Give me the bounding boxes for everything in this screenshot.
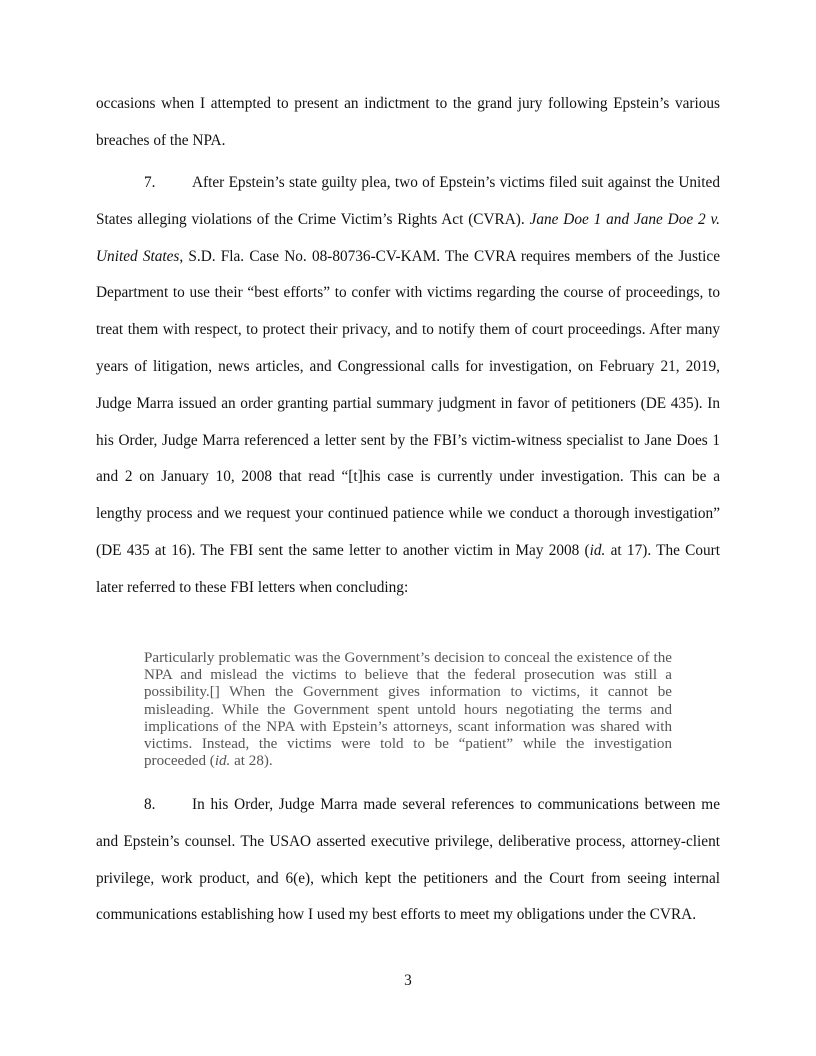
paragraph-7-id-cite: id. [589,541,606,559]
block-quote [144,650,672,770]
paragraph-7-text-3: at 17). The Court later referred to these FBI letters when concluding: [96,541,720,596]
block-quote-text: Particularly problematic was the Government’s decision to conceal the existence of the NPA and mislead the victims to believe that the federal prosecution was still a possibility.[] When the Government gives information to victims, it cannot be misleading. While the Government spent untold hours negotiating the terms and implications of the NPA with Epstein’s attorneys, scant information was shared with victims. Instead, the victims were told to be “patient” while the investigation proceeded ( [144,650,672,770]
paragraph-continuation: occasions when I attempted to present an indictment to the grand jury following Epstein’s various breaches of the NPA. [96,95,720,149]
paragraph-8-text: In his Order, Judge Marra made several references to communications between me and Epstein’s counsel. The USAO asserted executive privilege, deliberative process, attorney-client privilege, work product, and 6(e), which kept the petitioners and the Court from seeing internal communications establishing how I used my best efforts to meet my obligations under the CVRA. [96,796,720,924]
paragraph-7-text-1: After Epstein’s state guilty plea, two of Epstein’s victims filed suit against the United States alleging violations of the Crime Victim’s Rights Act (CVRA). [96,174,720,228]
paragraph-7-number: 7. [144,174,156,191]
block-quote-id-cite: id. [214,753,231,770]
paragraph-7-text-2: , S.D. Fla. Case No. 08-80736-CV-KAM. The CVRA requires members of the Justice Department to use their “best efforts” to confer with victims regarding the course of proceedings, to treat them with respect, to protect their privacy, and to notify them of court proceedings. After many years of litigation, news articles, and Congressional calls for investigation, on February 21, 2019, Judge Marra issued an order granting partial summary judgment in favor of petitioners (DE 435). In his Order, Judge Marra referenced a letter sent by the FBI’s victim-witness specialist to Jane Does 1 and 2 on January 10, 2008 that read “[t]his case is currently under investigation. This can be a lengthy process and we request your continued patience while we conduct a thorough investigation” (DE 435 at 16). The FBI sent the same letter to another victim in May 2008 ( [96,247,720,559]
paragraph-8-number: 8. [144,796,156,813]
block-quote-end: at 28). [230,753,273,770]
paragraph-7 [96,165,720,607]
paragraph-8 [96,787,720,934]
page-number: 3 [404,972,412,989]
paragraph-7-case-name: Jane Doe 1 and Jane Doe 2 v. United States [96,210,721,265]
